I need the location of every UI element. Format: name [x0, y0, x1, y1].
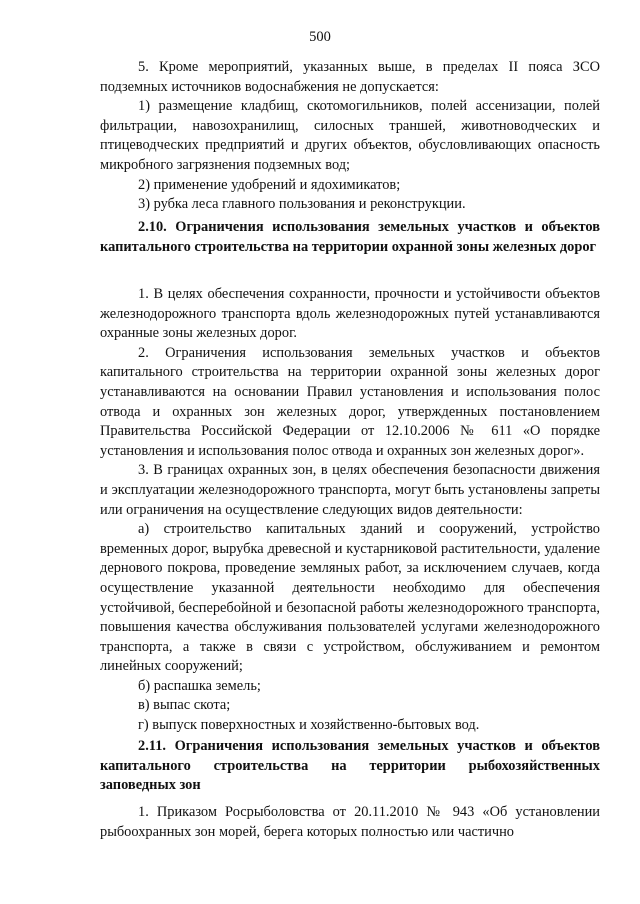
section-2-10-paragraph-2: 2. Ограничения использования земельных участков и объектов капитального строительства на территории охранной зоны железных дорог устанавливаются на основании Правил установления и использования полос отвода и охранных зон железных дорог, утвержденных постановлением Правительства Российской Федерации от 12.10.2006 № 611 «О порядке установления и использования полос отвода и охранных зон железных дорог».	[100, 344, 600, 459]
section-2-10-heading: 2.10. Ограничения использования земельных участков и объектов капитального строительства на территории охранной зоны железных дорог	[100, 219, 600, 255]
section-2-10-item-v: в) выпас скота;	[138, 697, 231, 714]
section-2-11-body	[100, 803, 600, 842]
section-2-10-item-g: г) выпуск поверхностных и хозяйственно-бытовых вод.	[138, 717, 480, 734]
section-2-10-item-b: б) распашка земель;	[138, 677, 261, 694]
zso-intro-paragraph: 5. Кроме мероприятий, указанных выше, в пределах II пояса ЗСО подземных источников водоснабжения не допускается:	[100, 59, 600, 95]
page-number: 500	[309, 29, 331, 45]
section-2-10-item-a: а) строительство капитальных зданий и сооружений, устройство временных дорог, вырубка древесной и кустарниковой растительности, удаление дернового покрова, проведение земляных работ, за исключением случаев, когда осуществление указанной деятельности необходимо для обеспечения устойчивой, бесперебойной и безопасной работы железнодорожного транспорта, повышения качества обслуживания пользователей услугами железнодорожного транспорта, а также в связи с устройством, обслуживанием и ремонтом линейных сооружений;	[100, 521, 600, 675]
section-2-11-paragraph-1: 1. Приказом Росрыболовства от 20.11.2010 № 943 «Об установлении рыбоохранных зон морей, берега которых полностью или частично	[100, 804, 600, 840]
zso-item-1: 1) размещение кладбищ, скотомогильников, полей ассенизации, полей фильтрации, навозохранилищ, силосных траншей, животноводческих и птицеводческих предприятий и других объектов, обусловливающих опасность микробного загрязнения подземных вод;	[100, 98, 600, 173]
section-2-10-paragraph-1: 1. В целях обеспечения сохранности, прочности и устойчивости объектов железнодорожного транспорта вдоль железнодорожных путей устанавливаются охранные зоны железных дорог.	[100, 286, 600, 342]
zso-item-2: 2) применение удобрений и ядохимикатов;	[138, 176, 401, 193]
section-2-10-body	[100, 285, 600, 736]
zso-restrictions-block	[100, 58, 600, 215]
section-2-11-heading: 2.11. Ограничения использования земельных участков и объектов капитального строительства на территории рыбохозяйственных заповедных зон	[100, 738, 600, 794]
zso-item-3: 3) рубка леса главного пользования и реконструкции.	[138, 196, 466, 213]
section-2-10-paragraph-3: 3. В границах охранных зон, в целях обеспечения безопасности движения и эксплуатации железнодорожного транспорта, могут быть установлены запреты или ограничения на осуществление следующих видов деятельности:	[100, 462, 600, 518]
